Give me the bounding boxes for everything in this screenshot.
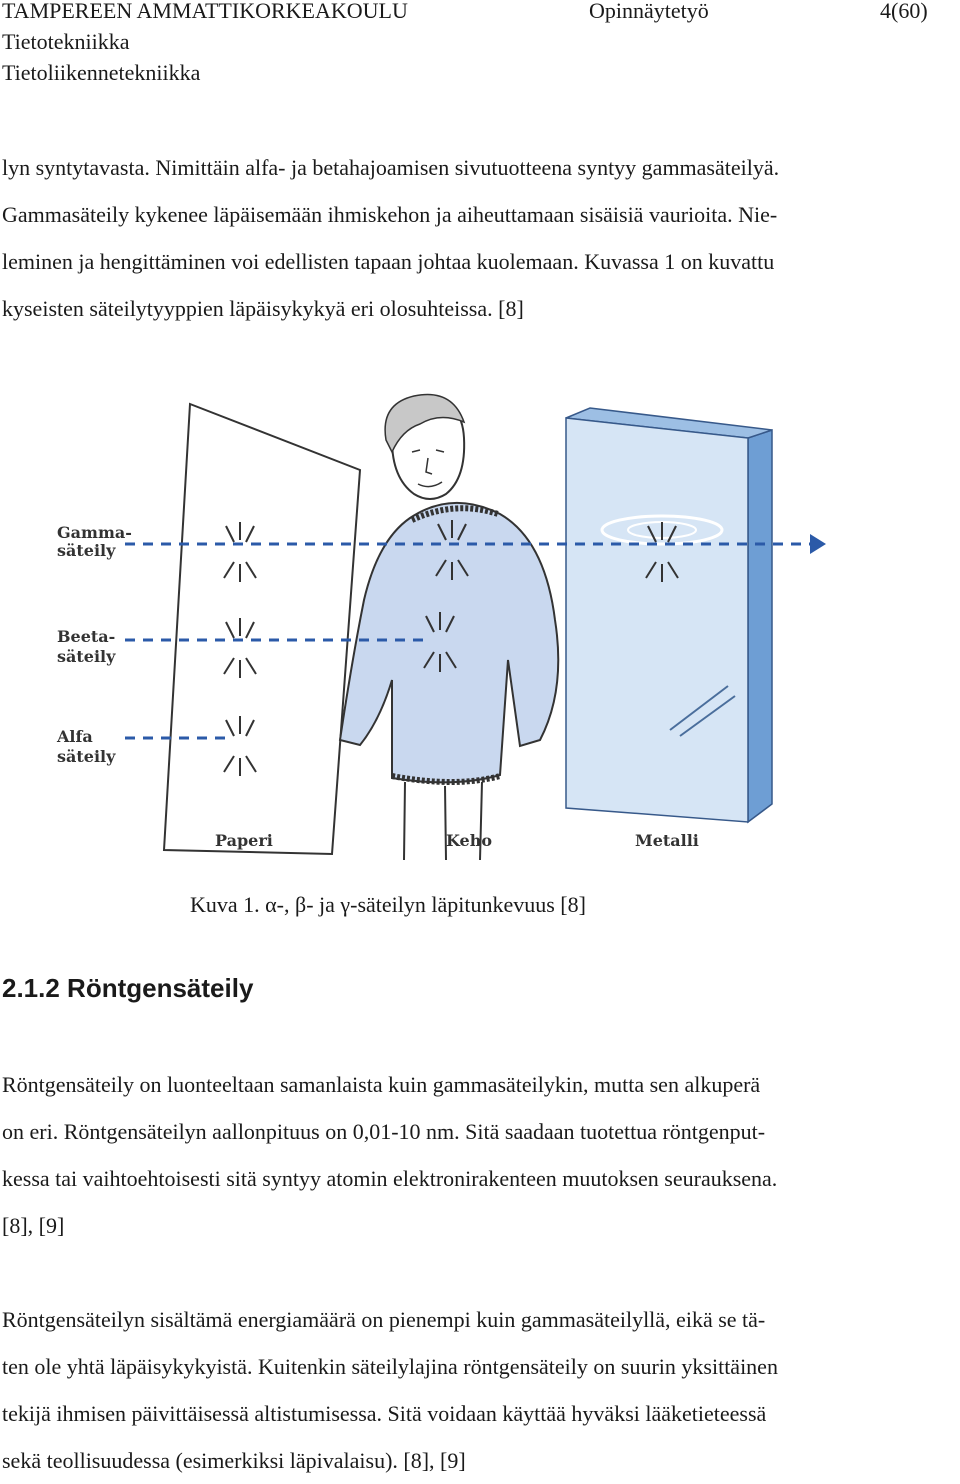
page-number: 4(60) [880,0,928,23]
radiation-penetration-figure [0,390,960,880]
text-line: ten ole yhtä läpäisykykyistä. Kuitenkin säteilylajina röntgensäteily on suurin yksittäinen [2,1354,778,1379]
metal-plate-side [748,430,772,822]
text-line: lyn syntytavasta. Nimittäin alfa- ja betahajoamisen sivutuotteena syntyy gammasäteilyä. [2,155,780,180]
text-line: kessa tai vaihtoehtoisesti sitä syntyy atomin elektronirakenteen muutoksen seurauksena. [2,1166,778,1191]
text-line: Röntgensäteilyn sisältämä energiamäärä on pienempi kuin gammasäteilyllä, eikä se tä- [2,1307,766,1332]
text-line: tekijä ihmisen päivittäisessä altistumisessa. Sitä voidaan käyttää hyväksi lääketieteessä [2,1401,767,1426]
label-alfa: Alfa [57,727,93,746]
label-body: Keho [446,831,493,850]
label-gamma: Gamma- [57,523,132,542]
doc-type: Opinnäytetyö [589,0,709,23]
label-gamma: säteily [57,541,116,560]
figure-caption: Kuva 1. α-, β- ja γ-säteilyn läpitunkevuus [8] [190,892,586,917]
text-line: kyseisten säteilytyyppien läpäisykykyä eri olosuhteissa. [8] [2,296,524,321]
text-line: on eri. Röntgensäteilyn aallonpituus on 0,01-10 nm. Sitä saadaan tuotettua röntgenput- [2,1119,766,1144]
paper-sheet [164,404,360,854]
school-name: TAMPEREEN AMMATTIKORKEAKOULU [2,0,408,23]
section-heading: 2.1.2 Röntgensäteily [2,973,254,1003]
label-beta: Beeta- [57,627,116,646]
metal-plate-face [566,418,748,822]
department: Tietotekniikka [2,29,130,54]
label-alfa: säteily [57,747,116,766]
label-beta: säteily [57,647,116,666]
text-line: Röntgensäteily on luonteeltaan samanlaista kuin gammasäteilykin, mutta sen alkuperä [2,1072,761,1097]
text-line: leminen ja hengittäminen voi edellisten tapaan johtaa kuolemaan. Kuvassa 1 on kuvattu [2,249,775,274]
text-line: Gammasäteily kykenee läpäisemään ihmiskehon ja aiheuttamaan sisäisiä vaurioita. Nie- [2,202,778,227]
text-line: sekä teollisuudessa (esimerkiksi läpivalaisu). [8], [9] [2,1448,466,1473]
label-metal: Metalli [635,831,699,850]
text-line: [8], [9] [2,1213,65,1238]
gamma-arrowhead [810,534,826,554]
degree-program: Tietoliikennetekniikka [2,60,201,85]
label-paper: Paperi [215,831,273,850]
